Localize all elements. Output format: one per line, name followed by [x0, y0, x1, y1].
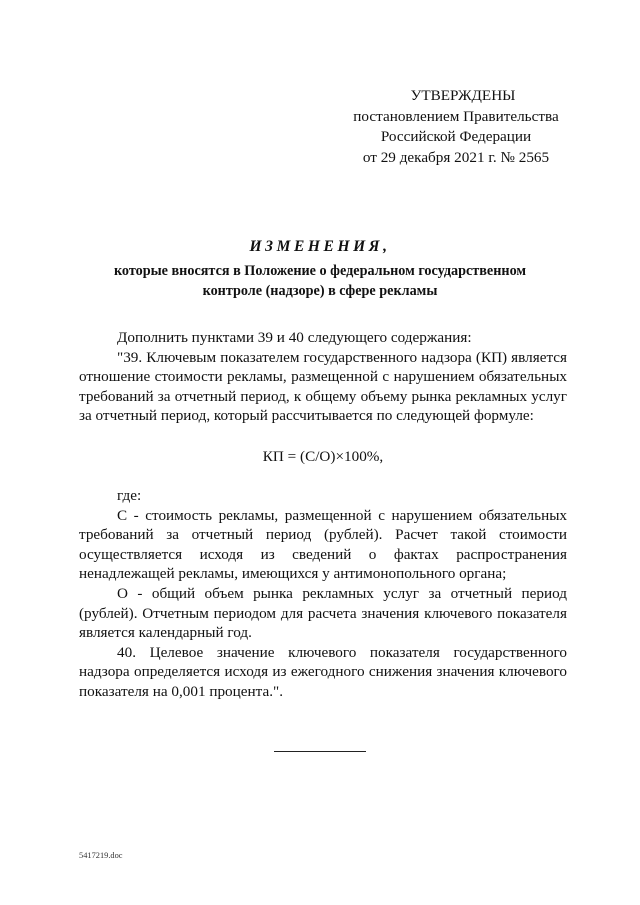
where-label: где:	[117, 487, 142, 504]
document-subtitle	[80, 262, 560, 301]
body-section-1	[79, 328, 567, 426]
intro-paragraph: Дополнить пунктами 39 и 40 следующего содержания:	[117, 329, 472, 346]
paragraph-39: "39. Ключевым показателем государственного надзора (КП) является отношение стоимости рекламы, размещенной с нарушением обязательных требований за отчетный период, к общему объему рынка рекламных услуг за отчетный период, который рассчитывается по следующей формуле:	[79, 348, 567, 425]
definition-o: О - общий объем рынка рекламных услуг за отчетный период (рублей). Отчетным периодом для расчета значения ключевого показателя является календарный год.	[79, 584, 567, 642]
approval-block	[336, 86, 576, 168]
formula: КП = (С/О)×100%,	[262, 448, 384, 465]
paragraph-40: 40. Целевое значение ключевого показателя государственного надзора определяется исходя из ежегодного снижения значения ключевого показателя на 0,001 процента.".	[79, 643, 567, 700]
approval-line-3: от 29 декабря 2021 г. № 2565	[362, 148, 550, 166]
subtitle-line-1: которые вносятся в Положение о федеральном государственном	[113, 263, 527, 279]
body-section-2	[79, 486, 567, 702]
approval-line-2: Российской Федерации	[380, 128, 532, 145]
approval-title: УТВЕРЖДЕНЫ	[410, 87, 516, 104]
closing-rule	[274, 751, 366, 752]
document-title: ИЗМЕНЕНИЯ,	[249, 238, 391, 255]
subtitle-line-2: контроле (надзоре) в сфере рекламы	[202, 282, 438, 299]
approval-line-1: постановлением Правительства	[353, 107, 559, 125]
definition-c: С - стоимость рекламы, размещенной с нарушением обязательных требований за отчетный период (рублей). Расчет такой стоимости осуществляется исходя из сведений о фактах распространения ненадлежащей рекламы, имеющихся у антимонопольного органа;	[79, 506, 567, 583]
document-id: 5417219.doc	[79, 851, 123, 860]
